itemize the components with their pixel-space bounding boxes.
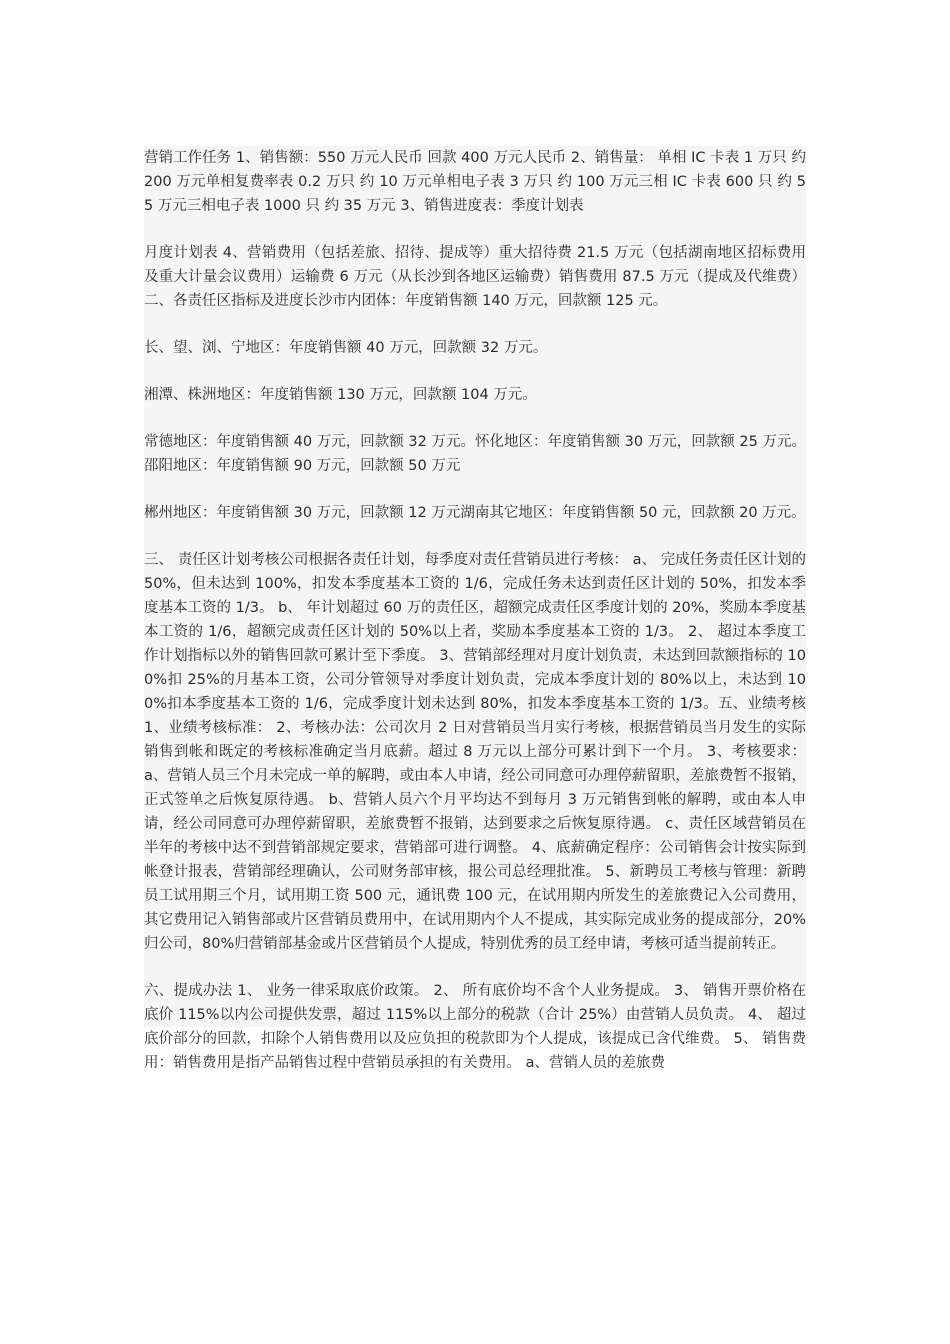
document-body [144, 146, 806, 1071]
paragraph-gap [144, 407, 806, 430]
paragraph-gap [144, 313, 806, 336]
paragraph-gap [144, 360, 806, 383]
paragraph-marketing-expenses: 月度计划表 4、营销费用（包括差旅、招待、提成等）重大招待费 21.5 万元（包括湖南地区招标费用及重大计量会议费用）运输费 6 万元（从长沙到各地区运输费）销售费用 87.5 万元（提成及代维费）二、各责任区指标及进度长沙市内团体：年度销售额 140 万元，回款额 125 元。 [144, 241, 806, 313]
paragraph-gap [144, 478, 806, 501]
paragraph-gap [144, 956, 806, 979]
paragraph-gap [144, 525, 806, 548]
paragraph-assessment: 三、 责任区计划考核公司根据各责任计划，每季度对责任营销员进行考核： a、 完成任务责任区计划的 50%，但未达到 100%，扣发本季度基本工资的 1/6，完成任务未达到责任区计划的 50%，扣发本季度基本工资的 1/3。 b、 年计划超过 60 万的责任区，超额完成责任区季度计划的 20%，奖励本季度基本工资的 1/6，超额完成责任区计划的 50%以上者，奖励本季度基本工资的 1/3。 2、 超过本季度工作计划指标以外的销售回款可累计至下季度。 3、营销部经理对月度计划负责，未达到回款额指标的 100%扣 25%的月基本工资，公司分管领导对季度计划负责，完成本季度计划的 80%以上，未达到 100%扣本季度基本工资的 1/6，完成季度计划未达到 80%，扣发本季度基本工资的 1/3。五、业绩考核 1、业绩考核标准： 2、考核办法：公司次月 2 日对营销员当月实行考核，根据营销员当月发生的实际销售到帐和既定的考核标准确定当月底薪。超过 8 万元以上部分可累计到下一个月。 3、考核要求： a、营销人员三个月未完成一单的解聘，或由本人申请，经公司同意可办理停薪留职，差旅费暂不报销，正式签单之后恢复原待遇。 b、营销人员六个月平均达不到每月 3 万元销售到帐的解聘，或由本人申请，经公司同意可办理停薪留职，差旅费暂不报销，达到要求之后恢复原待遇。 c、责任区域营销员在半年的考核中达不到营销部规定要求，营销部可进行调整。 4、底薪确定程序：公司销售会计按实际到帐登计报表，营销部经理确认，公司财务部审核，报公司总经理批准。 5、新聘员工考核与管理：新聘员工试用期三个月，试用期工资 500 元，通讯费 100 元，在试用期内所发生的差旅费记入公司费用，其它费用记入销售部或片区营销员费用中，在试用期内个人不提成，其实际完成业务的提成部分，20%归公司，80%归营销部基金或片区营销员个人提成，特别优秀的员工经申请，考核可适当提前转正。 [144, 548, 806, 956]
paragraph-gap [144, 218, 806, 241]
paragraph-sales-tasks: 营销工作任务 1、销售额：550 万元人民币 回款 400 万元人民币 2、销售量： 单相 IC 卡表 1 万只 约 200 万元单相复费率表 0.2 万只 约 10 万元单相电子表 3 万只 约 100 万元三相 IC 卡表 600 只 约 55 万元三相电子表 1000 只 约 35 万元 3、销售进度表：季度计划表 [144, 146, 806, 218]
paragraph-region-changwang: 长、望、浏、宁地区：年度销售额 40 万元，回款额 32 万元。 [144, 336, 806, 360]
paragraph-region-chenzhou: 郴州地区：年度销售额 30 万元，回款额 12 万元湖南其它地区：年度销售额 50 元，回款额 20 万元。 [144, 501, 806, 525]
paragraph-commission: 六、提成办法 1、 业务一律采取底价政策。 2、 所有底价均不含个人业务提成。 3、 销售开票价格在底价 115%以内公司提供发票，超过 115%以上部分的税款（合计 25%）由营销人员负责。 4、 超过底价部分的回款，扣除个人销售费用以及应负担的税款即为个人提成，该提成已含代维费。 5、 销售费用：销售费用是指产品销售过程中营销员承担的有关费用。 a、营销人员的差旅费 [144, 979, 806, 1027]
paragraph-region-xiangtan: 湘潭、株洲地区：年度销售额 130 万元，回款额 104 万元。 [144, 383, 806, 407]
paragraph-region-changde: 常德地区：年度销售额 40 万元，回款额 32 万元。怀化地区：年度销售额 30 万元，回款额 25 万元。邵阳地区：年度销售额 90 万元，回款额 50 万元 [144, 430, 806, 478]
